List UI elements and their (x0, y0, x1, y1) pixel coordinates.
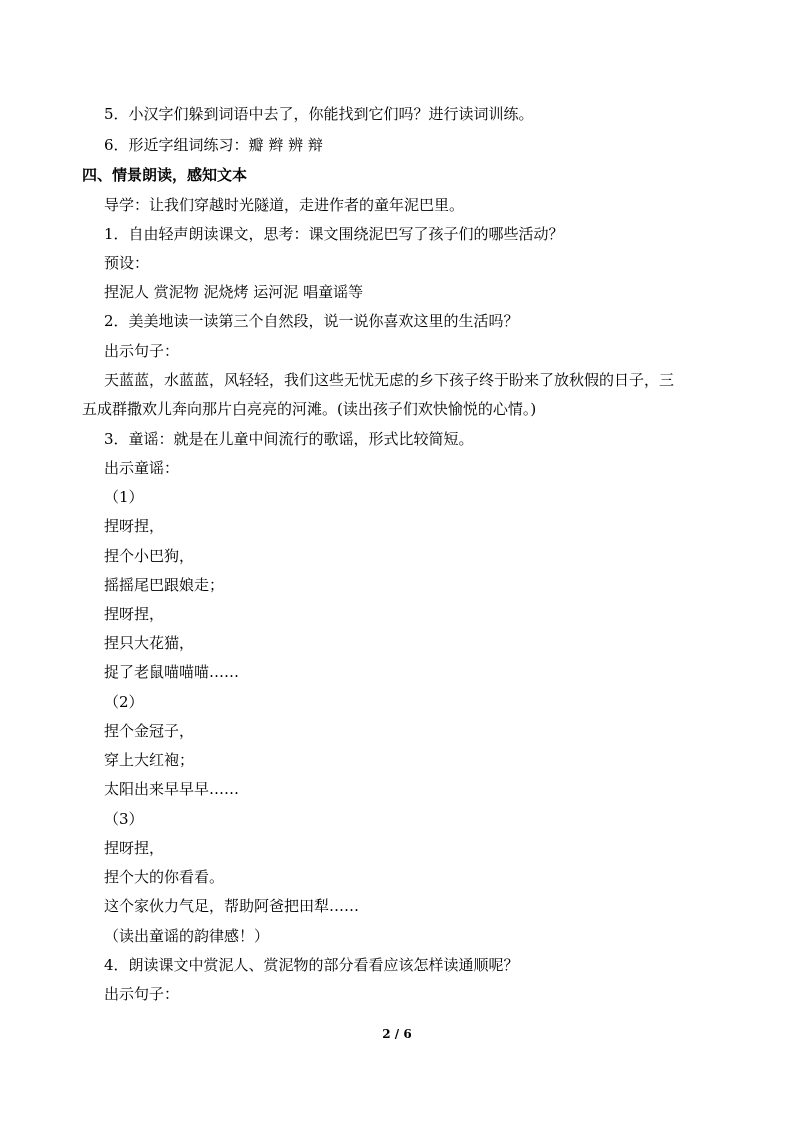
text-line: 6．形近字组词练习：瓣 辫 辨 辩 (104, 136, 323, 154)
text-line: 捏个大的你看看。 (104, 868, 225, 886)
text-line: 捏泥人 赏泥物 泥烧烤 运河泥 唱童谣等 (104, 283, 364, 301)
text-line: 天蓝蓝，水蓝蓝，风轻轻，我们这些无忧无虑的乡下孩子终于盼来了放秋假的日子，三 (104, 371, 675, 389)
text-line: 太阳出来早早早…… (104, 780, 240, 798)
text-line: 3．童谣：就是在儿童中间流行的歌谣，形式比较简短。 (104, 430, 474, 448)
text-line: （3） (104, 810, 144, 828)
text-line: 出示句子： (104, 342, 180, 360)
text-line: 捏呀捏， (104, 839, 165, 857)
text-line: 出示童谣： (104, 459, 180, 477)
text-line: 捏呀捏， (104, 605, 165, 623)
text-line: 捏个金冠子， (104, 722, 195, 740)
section-heading: 四、情景朗读，感知文本 (82, 166, 248, 184)
text-line: 出示句子： (104, 985, 180, 1003)
text-line: 捏只大花猫， (104, 634, 195, 652)
text-line: 4．朗读课文中赏泥人、赏泥物的部分看看应该怎样读通顺呢？ (104, 956, 519, 974)
text-line: 导学：让我们穿越时光隧道，走进作者的童年泥巴里。 (104, 196, 465, 214)
text-line: 穿上大红袍； (104, 751, 195, 769)
text-line: 1．自由轻声朗读课文，思考：课文围绕泥巴写了孩子们的哪些活动？ (104, 225, 564, 243)
text-line: 捏个小巴狗， (104, 547, 195, 565)
text-line: 预设： (104, 254, 150, 272)
text-line: 这个家伙力气足，帮助阿爸把田犁…… (104, 897, 360, 915)
text-line: 5．小汉字们躲到词语中去了，你能找到它们吗？进行读词训练。 (104, 105, 534, 123)
text-line: （读出童谣的韵律感！） (104, 927, 270, 945)
text-line: 2．美美地读一读第三个自然段，说一说你喜欢这里的生活吗？ (104, 312, 519, 330)
text-line: 摇摇尾巴跟娘走； (104, 576, 225, 594)
page-number: 2 / 6 (382, 1027, 412, 1041)
text-line: 捉了老鼠喵喵喵…… (104, 663, 240, 681)
text-line: （2） (104, 693, 144, 711)
text-line: （1） (104, 488, 144, 506)
text-line: 五成群撒欢儿奔向那片白亮亮的河滩。(读出孩子们欢快愉悦的心情。) (82, 400, 537, 418)
text-line: 捏呀捏， (104, 517, 165, 535)
